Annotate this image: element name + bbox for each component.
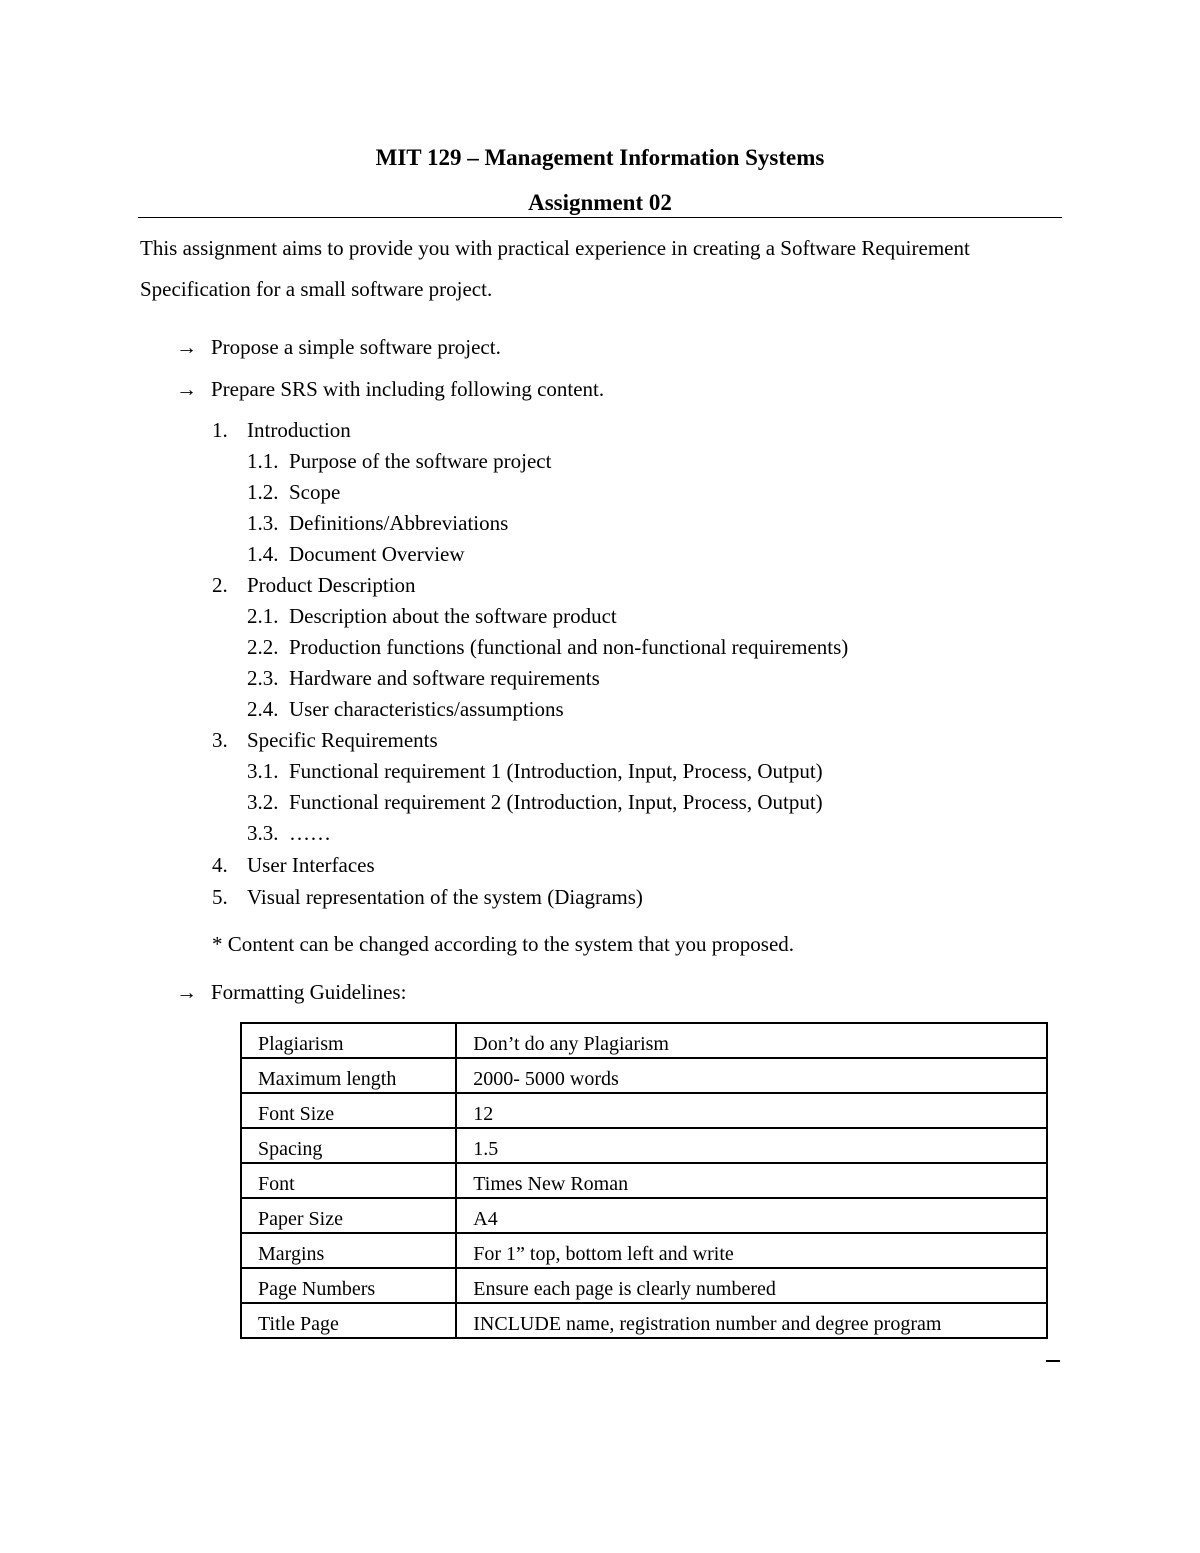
title-divider xyxy=(138,217,1062,218)
guideline-key: Plagiarism xyxy=(241,1023,456,1058)
outline-number: 3.2. xyxy=(247,790,279,814)
outline-number: 2. xyxy=(212,573,228,597)
guideline-key: Paper Size xyxy=(241,1198,456,1233)
outline-number: 3.1. xyxy=(247,759,279,783)
guideline-key: Spacing xyxy=(241,1128,456,1163)
outline-label: Purpose of the software project xyxy=(289,449,552,473)
guideline-value: For 1” top, bottom left and write xyxy=(456,1233,1047,1268)
outline-number: 2.1. xyxy=(247,604,279,628)
table-border-tail xyxy=(1046,1360,1060,1362)
intro-line-2: Specification for a small software project. xyxy=(140,277,493,301)
guideline-value: Don’t do any Plagiarism xyxy=(456,1023,1047,1058)
guideline-value: Times New Roman xyxy=(456,1163,1047,1198)
guideline-value: 1.5 xyxy=(456,1128,1047,1163)
outline-number: 4. xyxy=(212,853,228,877)
outline-label: Product Description xyxy=(247,573,416,597)
guideline-key: Page Numbers xyxy=(241,1268,456,1303)
bullet-prepare-srs xyxy=(176,374,604,404)
arrow-icon: → xyxy=(176,335,197,359)
outline-label: …… xyxy=(289,821,331,845)
formatting-guidelines-table xyxy=(240,1022,1048,1339)
guideline-value: 2000- 5000 words xyxy=(456,1058,1047,1093)
guideline-value: A4 xyxy=(456,1198,1047,1233)
intro-line-1: This assignment aims to provide you with practical experience in creating a Software Requirement xyxy=(140,236,970,260)
outline-number: 3.3. xyxy=(247,821,279,845)
guideline-key: Font xyxy=(241,1163,456,1198)
table-row xyxy=(241,1268,1047,1303)
outline-label: User characteristics/assumptions xyxy=(289,697,564,721)
bullet-text: Formatting Guidelines: xyxy=(211,980,407,1004)
guideline-key: Maximum length xyxy=(241,1058,456,1093)
outline-number: 5. xyxy=(212,885,228,909)
table-row xyxy=(241,1023,1047,1058)
outline-label: Visual representation of the system (Diagrams) xyxy=(247,885,643,909)
guideline-key: Margins xyxy=(241,1233,456,1268)
table-row xyxy=(241,1093,1047,1128)
arrow-icon: → xyxy=(176,980,197,1004)
outline-label: Specific Requirements xyxy=(247,728,438,752)
bullet-propose-project xyxy=(176,332,501,362)
outline-number: 2.2. xyxy=(247,635,279,659)
outline-label: User Interfaces xyxy=(247,853,375,877)
outline-label: Introduction xyxy=(247,418,351,442)
outline-label: Description about the software product xyxy=(289,604,617,628)
outline-label: Document Overview xyxy=(289,542,465,566)
outline-label: Production functions (functional and non-functional requirements) xyxy=(289,635,849,659)
guideline-key: Font Size xyxy=(241,1093,456,1128)
table-row xyxy=(241,1233,1047,1268)
outline-label: Hardware and software requirements xyxy=(289,666,600,690)
outline-label: Definitions/Abbreviations xyxy=(289,511,509,535)
table-row xyxy=(241,1128,1047,1163)
outline-number: 1.3. xyxy=(247,511,279,535)
guideline-value: 12 xyxy=(456,1093,1047,1128)
table-row xyxy=(241,1198,1047,1233)
arrow-icon: → xyxy=(176,377,197,401)
outline-label: Functional requirement 1 (Introduction, Input, Process, Output) xyxy=(289,759,823,783)
table-row xyxy=(241,1163,1047,1198)
guideline-value: INCLUDE name, registration number and degree program xyxy=(456,1303,1047,1338)
page-title: MIT 129 – Management Information Systems xyxy=(375,145,825,170)
table-row xyxy=(241,1303,1047,1338)
outline-number: 2.3. xyxy=(247,666,279,690)
bullet-text: Propose a simple software project. xyxy=(211,335,501,359)
assignment-subtitle: Assignment 02 xyxy=(528,190,672,215)
outline-label: Scope xyxy=(289,480,341,504)
bullet-text: Prepare SRS with including following content. xyxy=(211,377,605,401)
outline-number: 1. xyxy=(212,418,228,442)
outline-number: 2.4. xyxy=(247,697,279,721)
outline-number: 1.2. xyxy=(247,480,279,504)
outline-label: Functional requirement 2 (Introduction, Input, Process, Output) xyxy=(289,790,823,814)
guideline-value: Ensure each page is clearly numbered xyxy=(456,1268,1047,1303)
table-row xyxy=(241,1058,1047,1093)
bullet-formatting-guidelines xyxy=(176,977,406,1007)
outline-number: 3. xyxy=(212,728,228,752)
outline-number: 1.4. xyxy=(247,542,279,566)
content-note: * Content can be changed according to the system that you proposed. xyxy=(212,932,795,956)
guideline-key: Title Page xyxy=(241,1303,456,1338)
outline-number: 1.1. xyxy=(247,449,279,473)
